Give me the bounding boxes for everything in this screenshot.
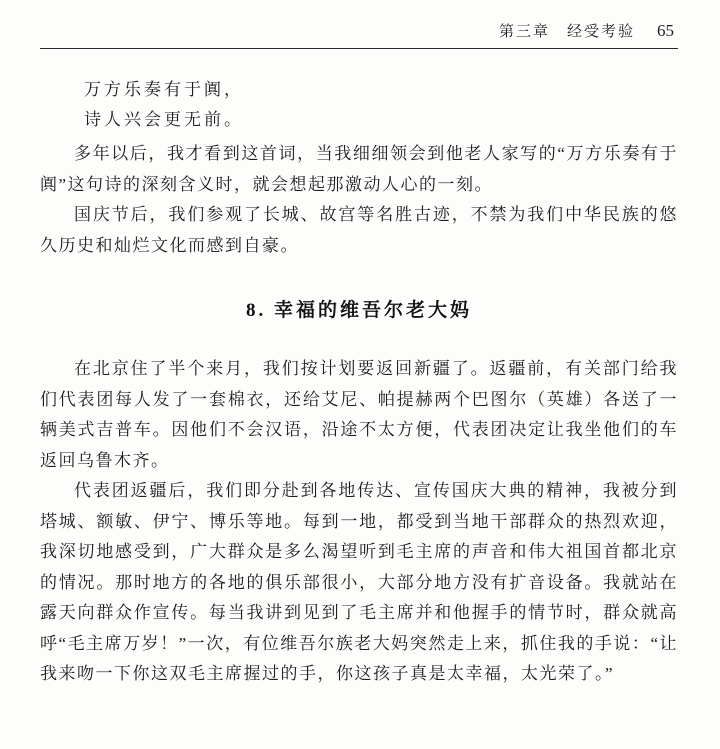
chapter-title: 第三章 经受考验 bbox=[498, 24, 635, 40]
page-number: 65 bbox=[657, 21, 674, 40]
section-paragraphs bbox=[40, 354, 678, 690]
paragraph: 多年以后，我才看到这首词，当我细细领会到他老人家写的“万方乐奏有于阗”这句诗的深刻含义时，就会想起那激动人心的一刻。 bbox=[40, 144, 678, 194]
poem-line: 诗人兴会更无前。 bbox=[84, 110, 244, 129]
poem-line: 万方乐奏有于阗， bbox=[84, 80, 244, 99]
paragraph: 在北京住了半个来月，我们按计划要返回新疆了。返疆前，有关部门给我们代表团每人发了一套棉衣，还给艾尼、帕提赫两个巴图尔（英雄）各送了一辆美式吉普车。因他们不会汉语，沿途不太方便，代表团决定让我坐他们的车返回乌鲁木齐。 bbox=[40, 359, 678, 470]
running-header bbox=[40, 14, 678, 48]
intro-paragraphs bbox=[40, 139, 678, 261]
paragraph: 代表团返疆后，我们即分赴到各地传达、宣传国庆大典的精神，我被分到塔城、额敏、伊宁、博乐等地。每到一地，都受到当地干部群众的热烈欢迎，我深切地感受到，广大群众是多么渴望听到毛主席的声音和伟大祖国首都北京的情况。那时地方的各地的俱乐部很小，大部分地方没有扩音设备。我就站在露天向群众作宣传。每当我讲到见到了毛主席并和他握手的情节时，群众就高呼“毛主席万岁！”一次，有位维吾尔族老大妈突然走上来，抓住我的手说：“让我来吻一下你这双毛主席握过的手，你这孩子真是太幸福，太光荣了。” bbox=[40, 481, 678, 683]
header-rule bbox=[40, 48, 678, 49]
section-heading: 8. 幸福的维吾尔老大妈 bbox=[245, 300, 472, 321]
poem-block bbox=[40, 75, 678, 135]
paragraph: 国庆节后，我们参观了长城、故宫等名胜古迹，不禁为我们中华民族的悠久历史和灿烂文化而感到自豪。 bbox=[40, 205, 678, 255]
